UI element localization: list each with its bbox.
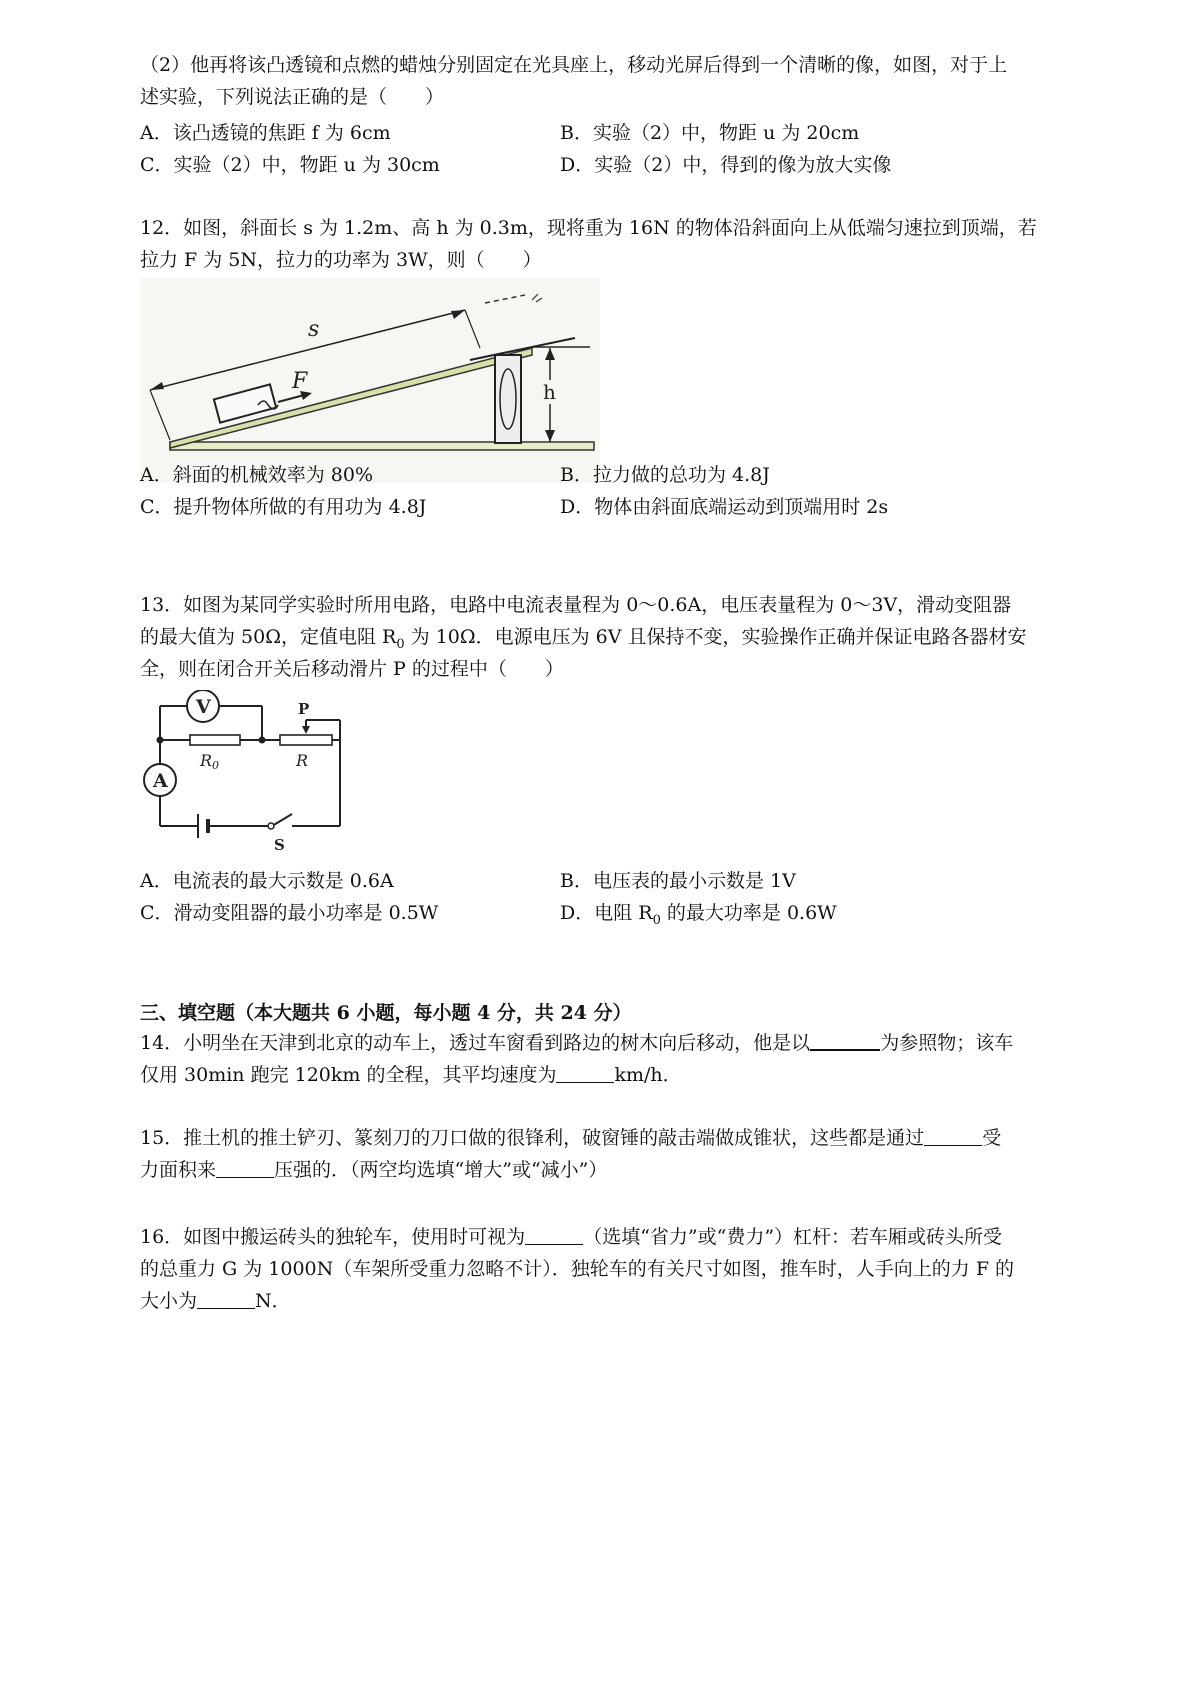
label-r: R — [296, 751, 309, 770]
q16-line2: 的总重力 G 为 1000N（车架所受重力忽略不计）．独轮车的有关尺寸如图，推车时，人手向上的力 F 的 — [140, 1258, 1015, 1280]
q14-line1: 14．小明坐在天津到北京的动车上，透过车窗看到路边的树木向后移动，他是以 为参照物；该车 — [140, 1032, 1014, 1054]
q15-line2: 力面积来 压强的．（两空均选填“增大”或“减小”） — [140, 1159, 608, 1181]
q16-blank-2 — [197, 1290, 255, 1309]
q12-option-d: D．物体由斜面底端运动到顶端用时 2s — [560, 496, 889, 518]
label-a: A — [153, 770, 168, 792]
q12-stem-line1: 12．如图，斜面长 s 为 1.2m、高 h 为 0.3m，现将重为 16N 的物体沿斜面向上从低端匀速拉到顶端，若 — [140, 217, 1037, 239]
q14-blank-2 — [556, 1064, 614, 1083]
incline-figure — [140, 278, 600, 483]
label-F: F — [292, 369, 308, 394]
q11-option-a: A．该凸透镜的焦距 f 为 6cm — [140, 122, 391, 144]
q13-stem-line1: 13．如图为某同学实验时所用电路，电路中电流表量程为 0～0.6A，电压表量程为 0～3V，滑动变阻器 — [140, 594, 1012, 616]
rheostat-r — [280, 735, 332, 745]
resistor-r0 — [190, 735, 240, 745]
q12-stem-line2: 拉力 F 为 5N，拉力的功率为 3W，则（ ） — [140, 249, 542, 271]
q12-option-c: C．提升物体所做的有用功为 4.8J — [140, 496, 427, 518]
q16-line1: 16．如图中搬运砖头的独轮车，使用时可视为 （选填“省力”或“费力”）杠杆：若车厢或砖头所受 — [140, 1226, 1003, 1248]
q11-option-c: C．实验（2）中，物距 u 为 30cm — [140, 154, 440, 176]
incline-support — [495, 355, 521, 443]
q11-stem-line1: （2）他再将该凸透镜和点燃的蜡烛分别固定在光具座上，移动光屏后得到一个清晰的像，如图，对于上 — [140, 54, 1008, 76]
q13-stem-line3: 全，则在闭合开关后移动滑片 P 的过程中（ ） — [140, 658, 564, 680]
q11-stem-line2: 述实验，下列说法正确的是（ ） — [140, 86, 445, 108]
q14-blank-1 — [810, 1031, 880, 1051]
label-s-switch: S — [274, 836, 285, 850]
q13-option-b: B．电压表的最小示数是 1V — [560, 870, 796, 892]
q15-line1: 15．推土机的推土铲刃、篆刻刀的刀口做的很锋利，破窗锤的敲击端做成锥状，这些都是通过 受 — [140, 1127, 1002, 1149]
q13-option-d: D．电阻 $R_0$ 的最大功率是 0.6W — [560, 902, 837, 928]
q14-line2: 仅用 30min 跑完 120km 的全程，其平均速度为 km/h． — [140, 1064, 682, 1086]
q13-option-c: C．滑动变阻器的最小功率是 0.5W — [140, 902, 439, 924]
q15-blank-2 — [216, 1159, 274, 1178]
q16-blank-1 — [525, 1226, 583, 1245]
label-v: V — [196, 696, 211, 718]
q13-stem-line2: 的最大值为 50Ω，定值电阻 $R_0$ 为 10Ω．电源电压为 6V 且保持不变，实验操作正确并保证电路各器材安 — [140, 626, 1027, 652]
q15-blank-1 — [924, 1127, 982, 1146]
incline-base — [170, 442, 594, 450]
label-r0: R0 — [200, 751, 220, 772]
label-h: h — [543, 380, 556, 404]
q12-option-a: A．斜面的机械效率为 80% — [140, 464, 373, 486]
q16-line3: 大小为 N． — [140, 1290, 291, 1312]
q13-option-a: A．电流表的最大示数是 0.6A — [140, 870, 394, 892]
section-3-title: 三、填空题（本大题共 6 小题，每小题 4 分，共 24 分） — [140, 1002, 632, 1024]
label-s: s — [308, 317, 320, 342]
q12-option-b: B．拉力做的总功为 4.8J — [560, 464, 770, 486]
circuit-figure — [140, 690, 380, 850]
label-p: P — [298, 700, 310, 718]
q11-option-d: D．实验（2）中，得到的像为放大实像 — [560, 154, 892, 176]
q11-option-b: B．实验（2）中，物距 u 为 20cm — [560, 122, 860, 144]
